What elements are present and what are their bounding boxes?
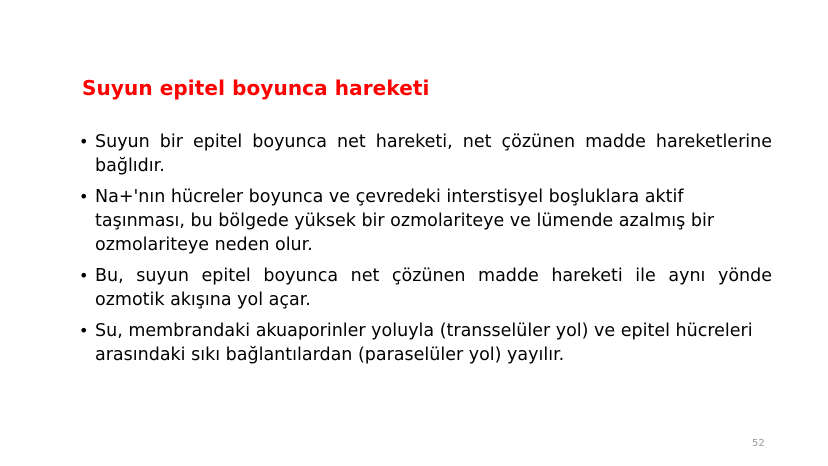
bullet-item xyxy=(78,130,772,178)
bullet-item xyxy=(78,185,772,257)
bullet-text: Na+'nın hücreler boyunca ve çevredeki interstisyel boşluklara aktif taşınması, bu bölgede yüksek bir ozmolariteye ve lümende azalmış bir ozmolariteye neden olur. xyxy=(95,187,715,255)
slide-title: Suyun epitel boyunca hareketi xyxy=(82,76,430,100)
bullet-dot-icon: • xyxy=(79,187,89,206)
bullet-item xyxy=(78,264,772,312)
bullet-item xyxy=(78,319,772,367)
bullet-text: Suyun bir epitel boyunca net hareketi, net çözünen madde hareketlerine bağlıdır. xyxy=(95,132,772,176)
bullet-dot-icon: • xyxy=(79,321,89,340)
bullet-text: Su, membrandaki akuaporinler yoluyla (transselüler yol) ve epitel hücreleri arasındaki sıkı bağlantılardan (paraselüler yol) yayılır. xyxy=(95,321,753,365)
bullet-list xyxy=(78,130,772,374)
page-number: 52 xyxy=(752,438,765,449)
bullet-dot-icon: • xyxy=(79,266,89,285)
bullet-text: Bu, suyun epitel boyunca net çözünen madde hareketi ile aynı yönde ozmotik akışına yol açar. xyxy=(95,266,772,310)
bullet-dot-icon: • xyxy=(79,132,89,151)
